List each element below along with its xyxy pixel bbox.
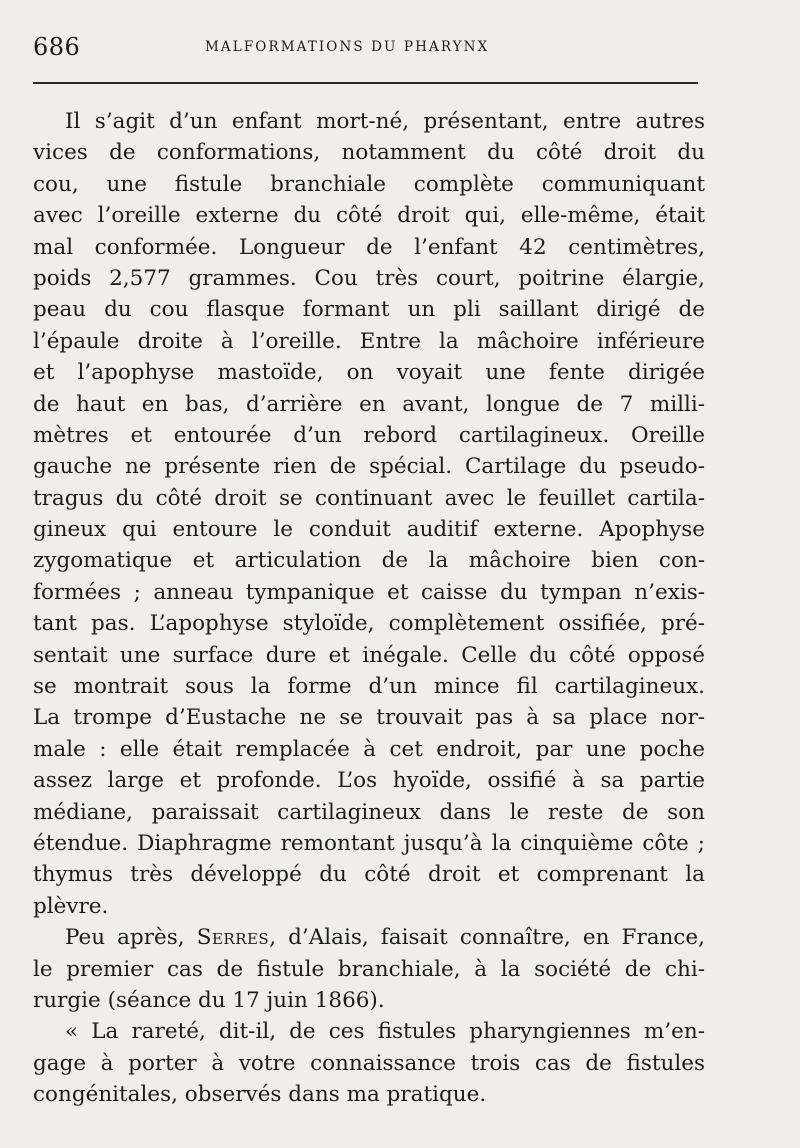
text-line: médiane, paraissait cartilagineux dans le reste de son bbox=[33, 799, 705, 825]
text-line: plèvre. bbox=[33, 893, 109, 919]
text-line: gauche ne présente rien de spécial. Cartilage du pseudo- bbox=[33, 454, 705, 480]
author-name: Serres bbox=[196, 925, 270, 951]
text-line: formées ; anneau tympanique et caisse du tympan n’exis- bbox=[33, 579, 705, 605]
text-line: se montrait sous la forme d’un mince fil cartilagineux. bbox=[33, 674, 705, 700]
text-line: peau du cou flasque formant un pli saillant dirigé de bbox=[33, 297, 705, 323]
text-line: gineux qui entoure le conduit auditif externe. Apophyse bbox=[33, 517, 705, 543]
header-rule bbox=[33, 82, 698, 84]
text-line: de haut en bas, d’arrière en avant, longue de 7 milli- bbox=[33, 391, 705, 417]
text-line: La trompe d’Eustache ne se trouvait pas à sa place nor- bbox=[33, 705, 705, 731]
text-line: congénitales, observés dans ma pratique. bbox=[33, 1082, 487, 1108]
body-text bbox=[33, 106, 705, 1111]
text-line: avec l’oreille externe du côté droit qui, elle-même, était bbox=[33, 203, 705, 229]
text-line: assez large et profonde. L’os hyoïde, ossifié à sa partie bbox=[33, 768, 705, 794]
text-line: l’épaule droite à l’oreille. Entre la mâchoire inférieure bbox=[33, 328, 705, 354]
text-line: zygomatique et articulation de la mâchoire bien con- bbox=[33, 548, 705, 574]
text-line: tant pas. L’apophyse styloïde, complètement ossifiée, pré- bbox=[33, 611, 705, 637]
text-line: « La rareté, dit-il, de ces fistules pharyngiennes m’en- bbox=[65, 1019, 705, 1045]
text-line: tragus du côté droit se continuant avec le feuillet cartila- bbox=[33, 485, 705, 511]
text-line: gage à porter à votre connaissance trois cas de fistules bbox=[33, 1050, 705, 1076]
text-line: cou, une fistule branchiale complète communiquant bbox=[33, 171, 705, 197]
page-number: 686 bbox=[33, 33, 81, 61]
text-line: mètres et entourée d’un rebord cartilagineux. Oreille bbox=[33, 422, 705, 448]
text-line: et l’apophyse mastoïde, on voyait une fente dirigée bbox=[33, 360, 705, 386]
text-line: le premier cas de fistule branchiale, à la société de chi- bbox=[33, 956, 705, 982]
text-line: male : elle était remplacée à cet endroit, par une poche bbox=[33, 736, 705, 762]
text-run: , d’Alais, faisait connaître, en France, bbox=[269, 925, 705, 951]
running-title: MALFORMATIONS DU PHARYNX bbox=[205, 39, 490, 55]
text-line: poids 2,577 grammes. Cou très court, poitrine élargie, bbox=[33, 265, 705, 291]
text-run: Peu après, bbox=[65, 925, 197, 951]
text-line: rurgie (séance du 17 juin 1866). bbox=[33, 987, 385, 1013]
text-line: Il s’agit d’un enfant mort-né, présentant, entre autres bbox=[65, 109, 705, 134]
text-line: mal conformée. Longueur de l’enfant 42 centimètres, bbox=[33, 234, 705, 260]
running-head bbox=[33, 33, 698, 63]
text-line: étendue. Diaphragme remontant jusqu’à la cinquième côte ; bbox=[33, 830, 705, 856]
text-line: sentait une surface dure et inégale. Celle du côté opposé bbox=[33, 642, 705, 668]
text-line bbox=[33, 922, 705, 953]
text-line: vices de conformations, notamment du côté droit du bbox=[33, 140, 705, 166]
text-line: thymus très développé du côté droit et comprenant la bbox=[33, 862, 705, 888]
